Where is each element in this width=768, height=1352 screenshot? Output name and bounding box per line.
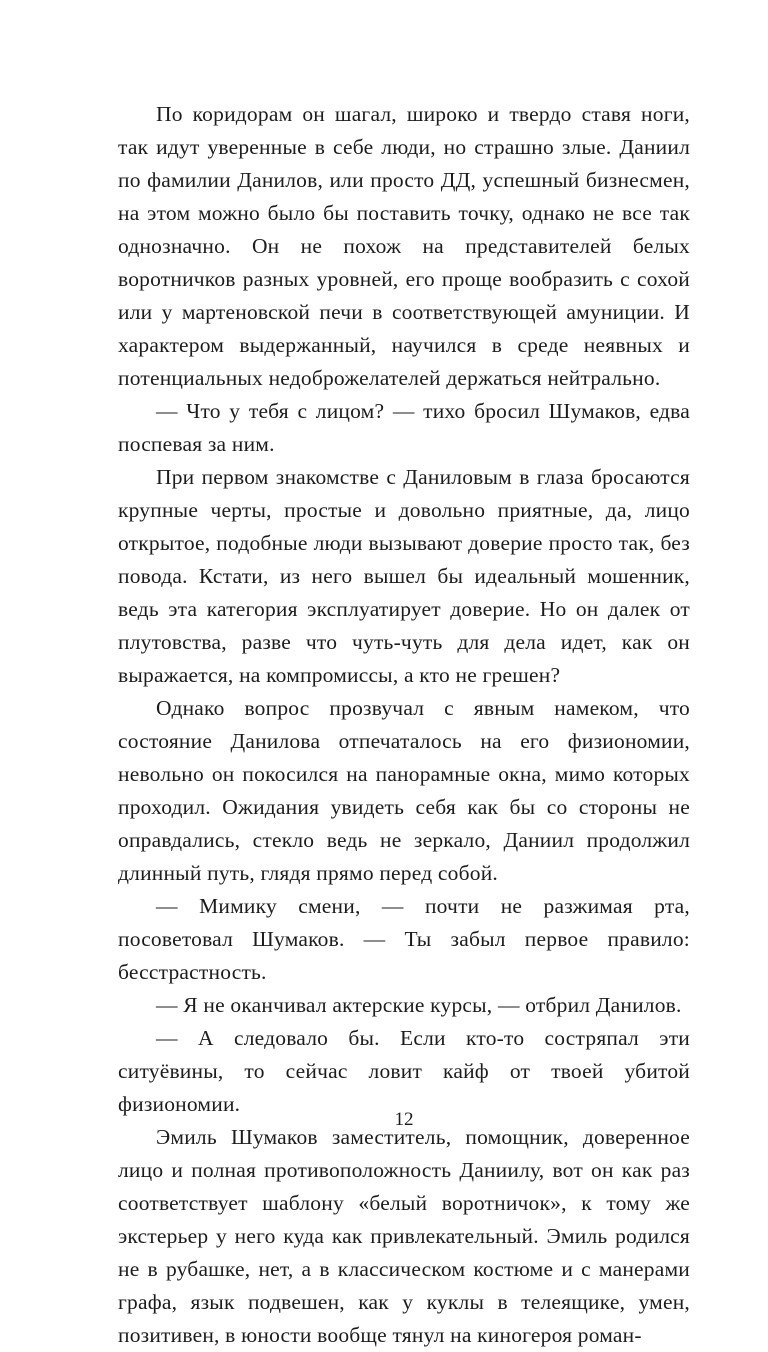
page-number: 12 [394,1109,414,1130]
paragraph: Эмиль Шумаков заместитель, помощник, доверенное лицо и полная противоположность Даниилу, вот он как раз соответствует шаблону «белый воротничок», к тому же экстерьер у него куда как привлекательный. Эмиль родился не в рубашке, нет, а в классическом костюме и с манерами графа, язык подвешен, как у куклы в телеящике, умен, позитивен, в юности вообще тянул на киногероя роман- [118,1125,690,1347]
paragraph-dialogue: — Я не оканчивал актерские курсы, — отбрил Данилов. [156,993,682,1017]
paragraph: По коридорам он шагал, широко и твердо ставя ноги, так идут уверенные в себе люди, но страшно злые. Даниил по фамилии Данилов, или просто ДД, успешный бизнесмен, на этом можно было бы поставить точку, однако не все так однозначно. Он не похож на представителей белых воротничков разных уровней, его проще вообразить с сохой или у мартеновской печи в соответствующей амуниции. И характером выдержанный, научился в среде неявных и потенциальных недоброжелателей держаться нейтрально. [118,102,690,390]
paragraph-dialogue: — Что у тебя с лицом? — тихо бросил Шумаков, едва поспевая за ним. [118,399,690,456]
paragraph-dialogue: — А следовало бы. Если кто-то состряпал эти ситуёвины, то сейчас ловит кайф от твоей убитой физиономии. [118,1026,690,1116]
page-text-block [118,98,690,1352]
paragraph: Однако вопрос прозвучал с явным намеком, что состояние Данилова отпечаталось на его физиономии, невольно он покосился на панорамные окна, мимо которых проходил. Ожидания увидеть себя как бы со стороны не оправдались, стекло ведь не зеркало, Даниил продолжил длинный путь, глядя прямо перед собой. [118,696,690,885]
paragraph: При первом знакомстве с Даниловым в глаза бросаются крупные черты, простые и довольно приятные, да, лицо открытое, подобные люди вызывают доверие просто так, без повода. Кстати, из него вышел бы идеальный мошенник, ведь эта категория эксплуатирует доверие. Но он далек от плутовства, разве что чуть-чуть для дела идет, как он выражается, на компромиссы, а кто не грешен? [118,465,690,687]
paragraph-dialogue: — Мимику смени, — почти не разжимая рта, посоветовал Шумаков. — Ты забыл первое правило: бесстрастность. [118,894,690,984]
